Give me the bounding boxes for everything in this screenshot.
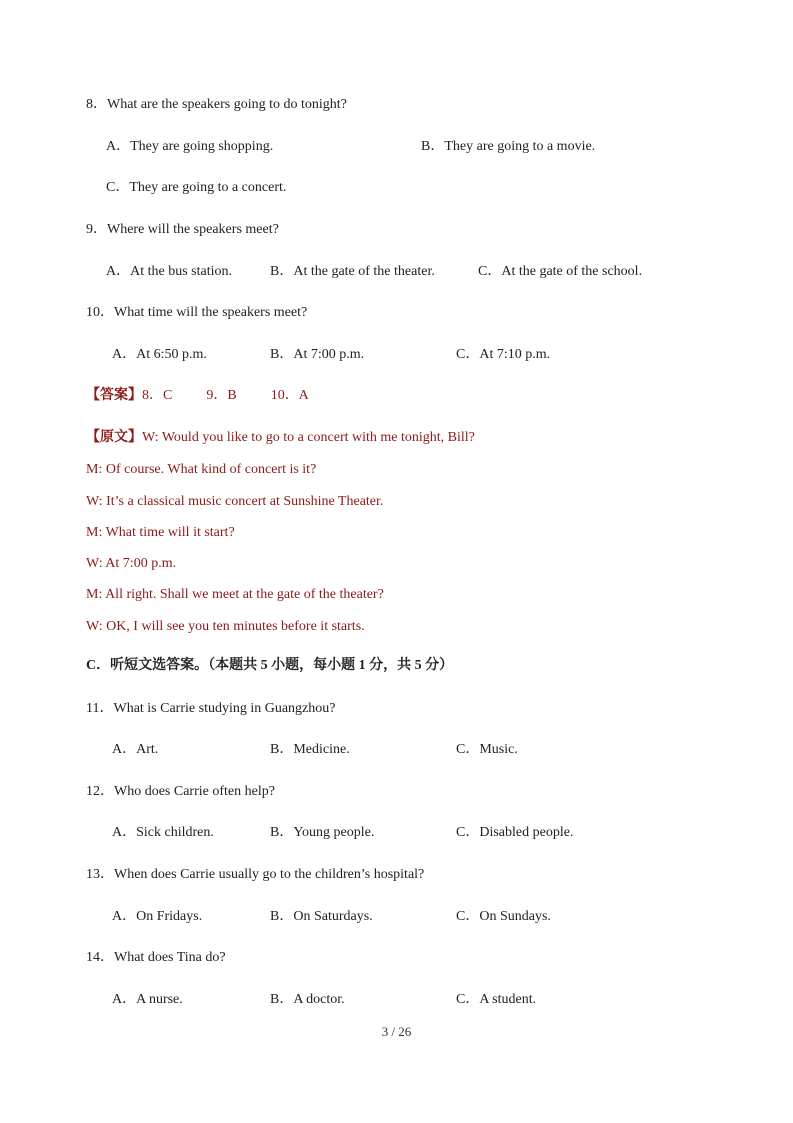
question-9-option-c: C．At the gate of the school. [478, 264, 643, 279]
question-12-option-a: A．Sick children. [112, 825, 214, 840]
answer-item: 9．B [206, 388, 237, 403]
question-8-option-c: C．They are going to a concert. [106, 180, 287, 195]
question-13-option-c: C．On Sundays. [456, 909, 551, 924]
question-8-option-a: A．They are going shopping. [106, 139, 274, 154]
question-11-option-c: C．Music. [456, 742, 518, 757]
question-9-option-a: A．At the bus station. [106, 264, 232, 279]
question-14-option-a: A．A nurse. [112, 992, 183, 1007]
transcript-line: W: It’s a classical music concert at Sunshine Theater. [86, 494, 384, 509]
transcript-line: W: Would you like to go to a concert with me tonight, Bill? [142, 430, 475, 445]
question-14-option-b: B．A doctor. [270, 992, 345, 1007]
question-14-stem: 14．What does Tina do? [86, 950, 226, 965]
question-14-option-c: C．A student. [456, 992, 537, 1007]
question-12-stem: 12．Who does Carrie often help? [86, 784, 275, 799]
transcript-line: W: OK, I will see you ten minutes before it starts. [86, 619, 365, 634]
question-12-option-c: C．Disabled people. [456, 825, 574, 840]
answer-item: 10．A [270, 388, 309, 403]
page-number: 3 / 26 [381, 1024, 412, 1039]
section-c-title: C．听短文选答案。（本题共 5 小题，每小题 1 分，共 5 分） [86, 658, 454, 673]
transcript-first-line [86, 426, 475, 446]
question-10-option-b: B．At 7:00 p.m. [270, 347, 365, 362]
question-10-option-c: C．At 7:10 p.m. [456, 347, 551, 362]
transcript-line: M: Of course. What kind of concert is it? [86, 462, 317, 477]
question-9-option-b: B．At the gate of the theater. [270, 264, 435, 279]
question-10-option-a: A．At 6:50 p.m. [112, 347, 207, 362]
question-10-stem: 10．What time will the speakers meet? [86, 305, 308, 320]
question-9-stem: 9．Where will the speakers meet? [86, 222, 279, 237]
question-11-stem: 11．What is Carrie studying in Guangzhou? [86, 701, 336, 716]
question-13-option-b: B．On Saturdays. [270, 909, 373, 924]
question-13-stem: 13．When does Carrie usually go to the children’s hospital? [86, 867, 425, 882]
question-12-option-b: B．Young people. [270, 825, 375, 840]
question-11-option-a: A．Art. [112, 742, 159, 757]
question-8-option-b: B．They are going to a movie. [421, 139, 596, 154]
answer-item: 8．C [142, 388, 173, 403]
question-13-option-a: A．On Fridays. [112, 909, 203, 924]
question-8-stem: 8．What are the speakers going to do tonight? [86, 97, 347, 112]
answer-label: 【答案】 [86, 388, 142, 403]
transcript-label: 【原文】 [86, 430, 142, 445]
question-11-option-b: B．Medicine. [270, 742, 350, 757]
transcript-line: M: All right. Shall we meet at the gate of the theater? [86, 587, 384, 602]
transcript-line: M: What time will it start? [86, 525, 235, 540]
answer-line [86, 384, 309, 404]
transcript-line: W: At 7:00 p.m. [86, 556, 177, 571]
